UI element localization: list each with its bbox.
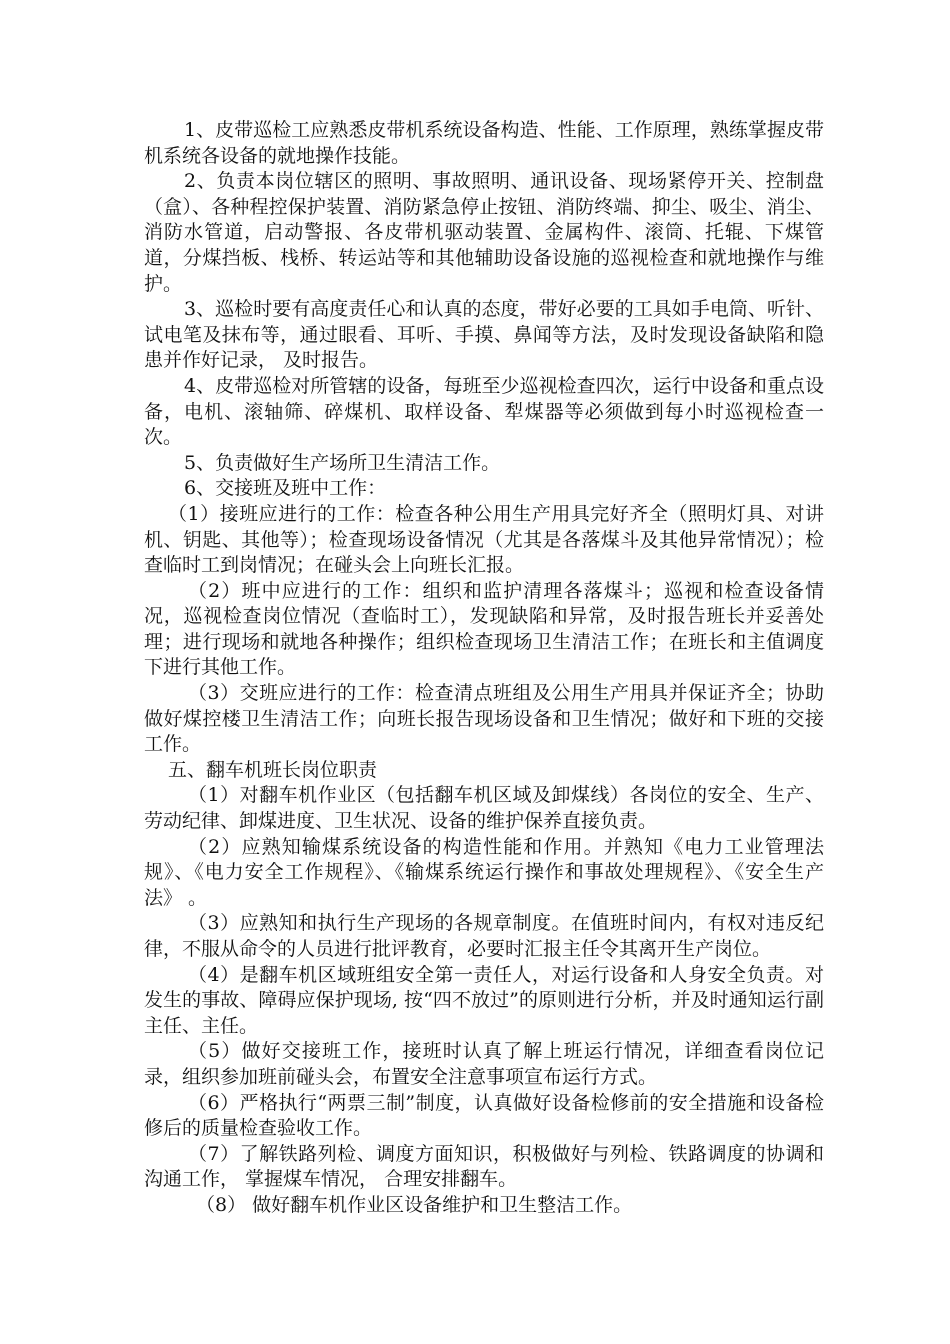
paragraph: 4、皮带巡检对所管辖的设备，每班至少巡视检查四次，运行中设备和重点设备，电机、滚轴筛、碎煤机、取样设备、犁煤器等必须做到每小时巡视检查一次。 — [144, 374, 824, 449]
paragraph: 五、翻车机班长岗位职责 — [168, 758, 378, 781]
paragraph: （2）应熟知输煤系统设备的构造性能和作用。并熟知《电力工业管理法规》、《电力安全工作规程》、《输煤系统运行操作和事故处理规程》、《安全生产法》 。 — [144, 835, 824, 909]
paragraph: （1）对翻车机作业区（包括翻车机区域及卸煤线）各岗位的安全、生产、劳动纪律、卸煤进度、卫生状况、设备的维护保养直接负责。 — [144, 784, 824, 833]
paragraph: （1）接班应进行的工作：检查各种公用生产用具完好齐全（照明灯具、对讲机、钥匙、其他等）；检查现场设备情况（尤其是各落煤斗及其他异常情况）；检查临时工到岗情况；在碰头会上向班长汇报。 — [144, 502, 824, 577]
paragraph: 3、巡检时要有高度责任心和认真的态度，带好必要的工具如手电筒、听针、试电笔及抹布等，通过眼看、耳听、手摸、鼻闻等方法，及时发现设备缺陷和隐患并作好记录， 及时报告。 — [144, 298, 824, 372]
paragraph: （7）了解铁路列检、调度方面知识，积极做好与列检、铁路调度的协调和沟通工作， 掌握煤车情况， 合理安排翻车。 — [144, 1142, 824, 1191]
paragraph: 6、交接班及班中工作： — [184, 477, 387, 500]
paragraph: （2）班中应进行的工作：组织和监护清理各落煤斗；巡视和检查设备情况，巡视检查岗位情况（查临时工），发现缺陷和异常，及时报告班长并妥善处理；进行现场和就地各种操作；组织检查现场卫生清洁工作；在班长和主值调度下进行其他工作。 — [144, 579, 824, 679]
paragraph: 5、负责做好生产场所卫生清洁工作。 — [184, 451, 501, 474]
paragraph: （3）交班应进行的工作：检查清点班组及公用生产用具并保证齐全；协助做好煤控楼卫生清洁工作；向班长报告现场设备和卫生情况；做好和下班的交接工作。 — [144, 682, 824, 756]
paragraph: （8） 做好翻车机作业区设备维护和卫生整洁工作。 — [196, 1193, 633, 1216]
paragraph: 1、皮带巡检工应熟悉皮带机系统设备构造、性能、工作原理，熟练掌握皮带机系统各设备的就地操作技能。 — [144, 119, 824, 167]
paragraph: （4）是翻车机区域班组安全第一责任人，对运行设备和人身安全负责。对发生的事故、障碍应保护现场, 按“四不放过”的原则进行分析，并及时通知运行副主任、主任。 — [144, 963, 824, 1037]
paragraph: （5）做好交接班工作，接班时认真了解上班运行情况，详细查看岗位记录，组织参加班前碰头会，布置安全注意事项宣布运行方式。 — [144, 1040, 824, 1088]
document-body — [144, 118, 824, 1219]
paragraph: （3）应熟知和执行生产现场的各规章制度。在值班时间内，有权对违反纪律，不服从命令的人员进行批评教育，必要时汇报主任令其离开生产岗位。 — [144, 912, 824, 960]
paragraph: （6）严格执行“两票三制”制度，认真做好设备检修前的安全措施和设备检修后的质量检查验收工作。 — [144, 1091, 824, 1140]
paragraph: 2、负责本岗位辖区的照明、事故照明、通讯设备、现场紧停开关、控制盘（盒）、各种程控保护装置、消防紧急停止按钮、消防终端、抑尘、吸尘、消尘、消防水管道，启动警报、各皮带机驱动装置、金属构件、滚筒、托辊、下煤管道，分煤挡板、栈桥、转运站等和其他辅助设备设施的巡视检查和就地操作与维护。 — [144, 170, 824, 295]
